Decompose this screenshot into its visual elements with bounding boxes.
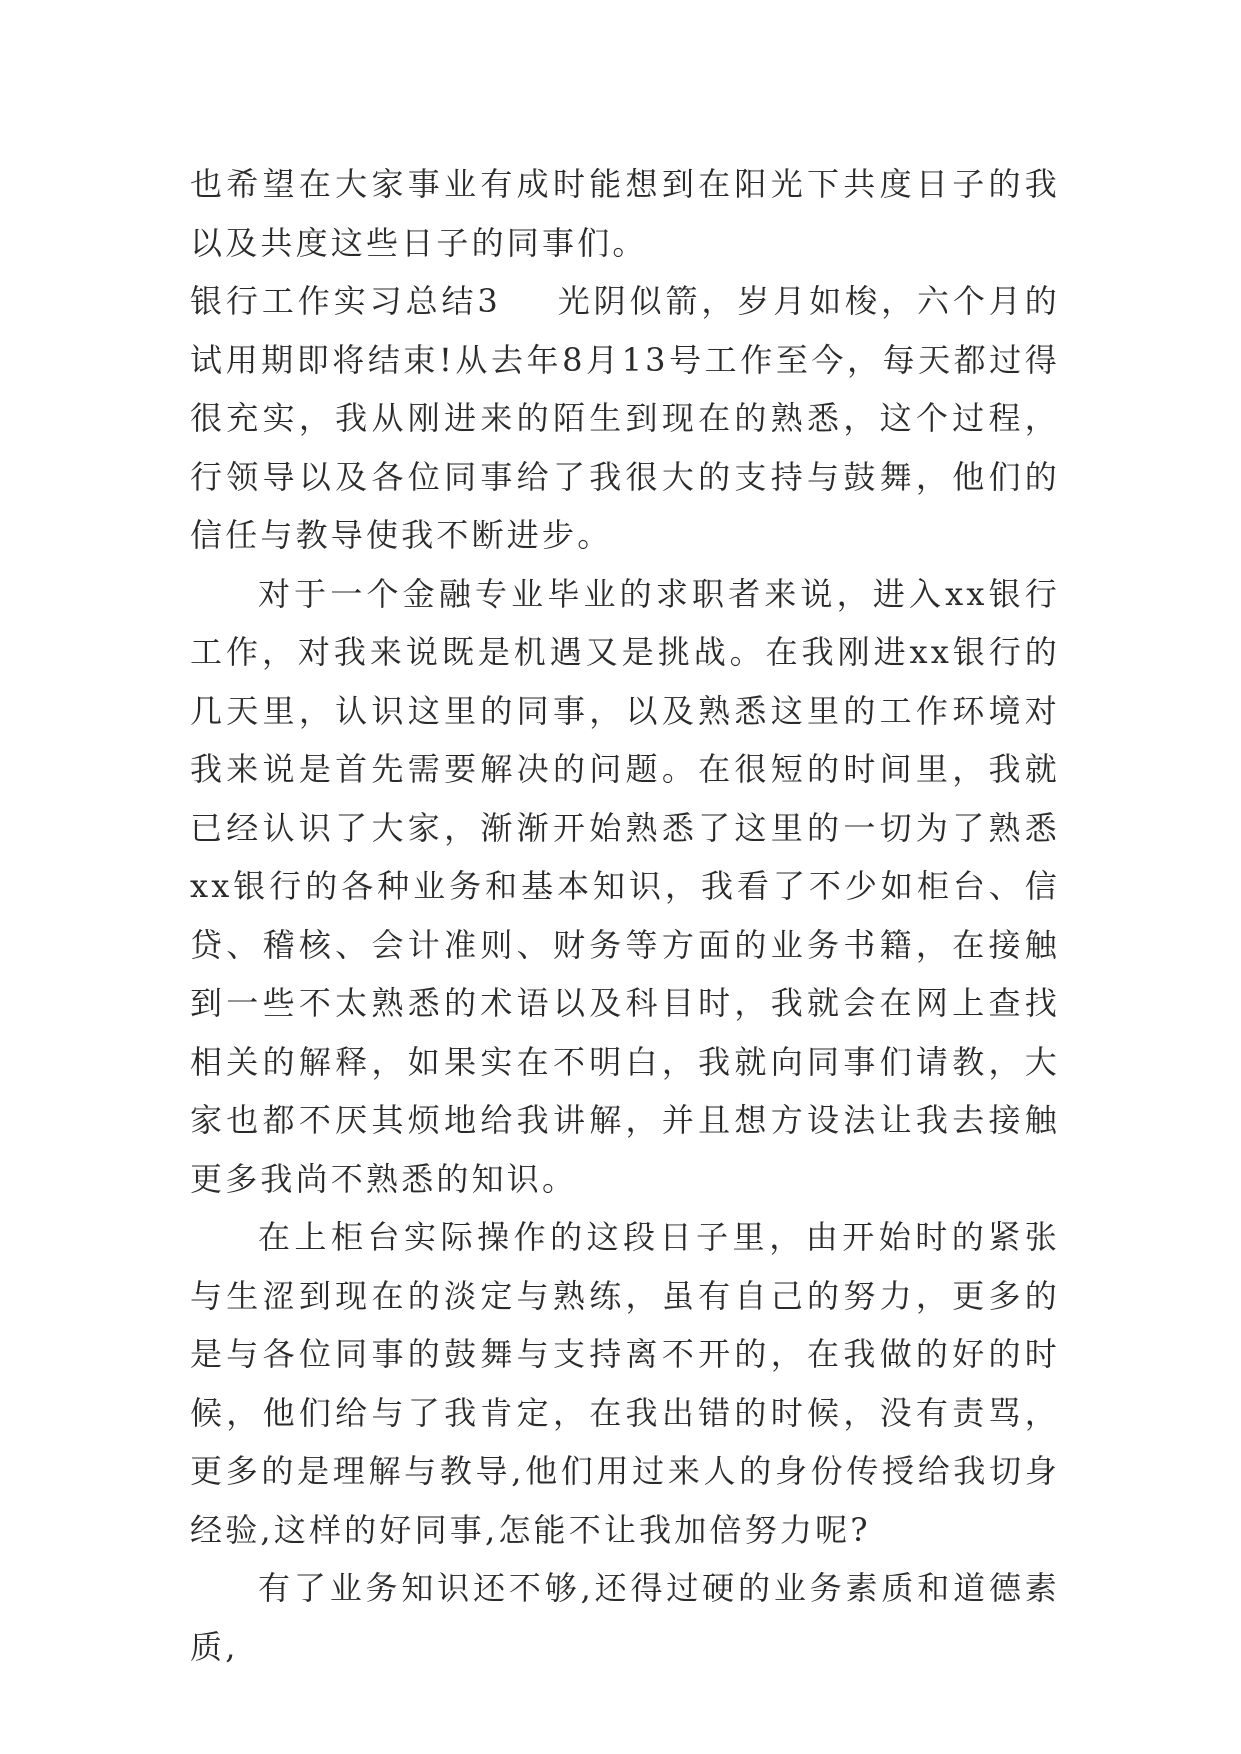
paragraph-text: 对于一个金融专业毕业的求职者来说，进入xx银行工作，对我来说既是机遇又是挑战。在我刚进xx银行的几天里，认识这里的同事，以及熟悉这里的工作环境对我来说是首先需要解决的问题。在很短的时间里，我就已经认识了大家，渐渐开始熟悉了这里的一切为了熟悉xx银行的各种业务和基本知识，我看了不少如柜台、信贷、稽核、会计准则、财务等方面的业务书籍，在接触到一些不太熟悉的术语以及科目时，我就会在网上查找相关的解释，如果实在不明白，我就向同事们请教，大家也都不厌其烦地给我讲解，并且想方设法让我去接触更多我尚不熟悉的知识。: [190, 574, 1060, 1198]
paragraph-qualities: [190, 1559, 1060, 1676]
paragraph-section-heading: [190, 272, 1060, 565]
document-body: [190, 155, 1060, 1676]
paragraph-text: 在上柜台实际操作的这段日子里，由开始时的紧张与生涩到现在的淡定与熟练，虽有自己的努力，更多的是与各位同事的鼓舞与支持离不开的，在我做的好的时候，他们给与了我肯定，在我出错的时候，没有责骂，更多的是理解与教导,他们用过来人的身份传授给我切身经验,这样的好同事,怎能不让我加倍努力呢?: [190, 1218, 1060, 1549]
section-heading: 银行工作实习总结3: [190, 282, 501, 320]
paragraph-text: 有了业务知识还不够,还得过硬的业务素质和道德素质,: [190, 1569, 1060, 1666]
paragraph-closing: [190, 155, 1060, 272]
paragraph-intro: [190, 565, 1060, 1209]
paragraph-counter-work: [190, 1208, 1060, 1559]
paragraph-text: 也希望在大家事业有成时能想到在阳光下共度日子的我以及共度这些日子的同事们。: [190, 165, 1060, 262]
paragraph-text: 光阴似箭，岁月如梭，六个月的试用期即将结束!从去年8月13号工作至今，每天都过得很充实，我从刚进来的陌生到现在的熟悉，这个过程，行领导以及各位同事给了我很大的支持与鼓舞，他们的信任与教导使我不断进步。: [190, 282, 1060, 554]
